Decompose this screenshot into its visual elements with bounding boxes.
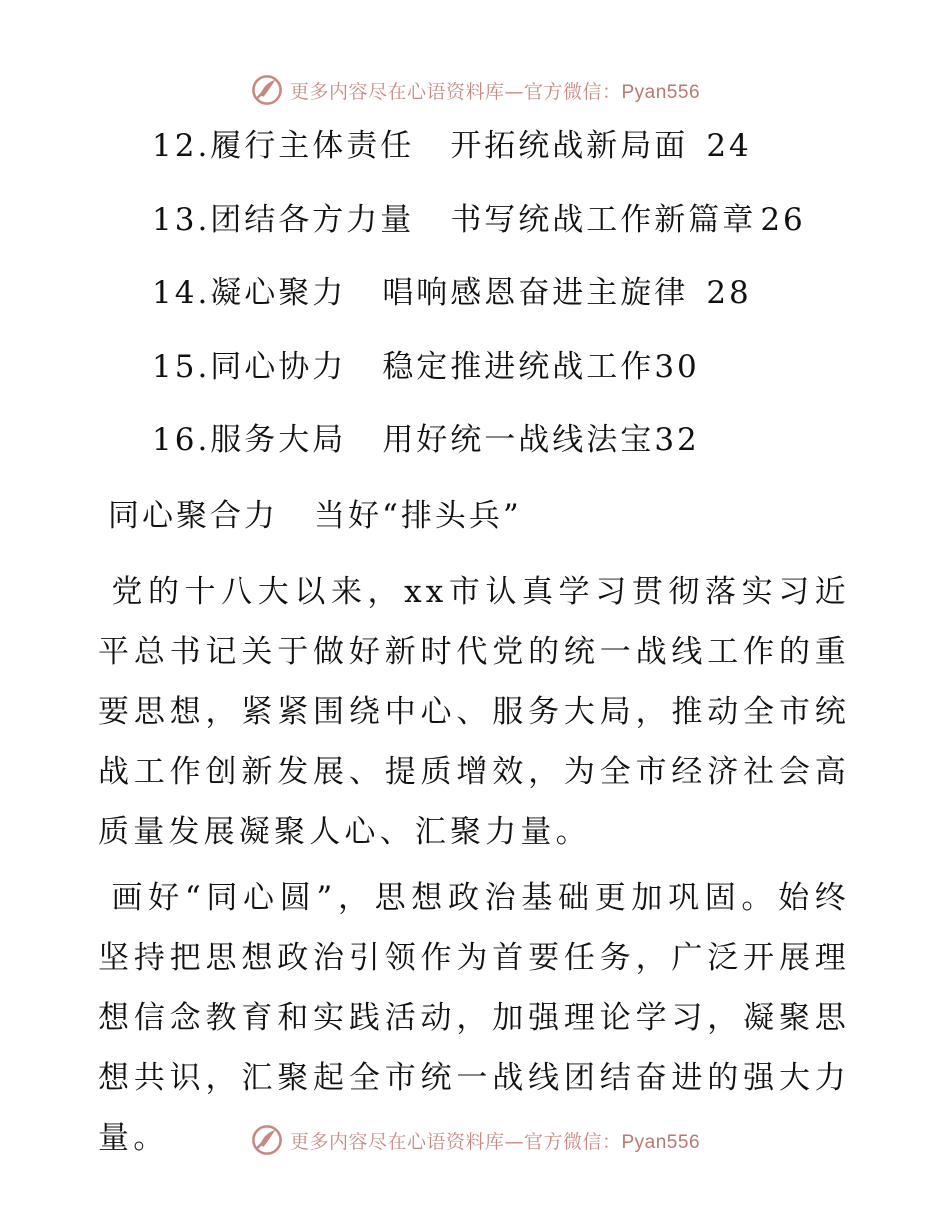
toc-item (152, 343, 872, 417)
toc-item-label: 12.履行主体责任 (152, 128, 415, 164)
toc-item (152, 416, 872, 490)
section-title-part1: 同心聚合力 (108, 498, 278, 534)
toc-item-label: 16.服务大局 (152, 422, 347, 458)
paragraph-text: 画好“同心圆”，思想政治基础更加巩固。始终坚持把思想政治引领作为首要任务，广泛开展理想信念教育和实践活动，加强理论学习，凝聚思想共识，汇聚起全市统一战线团结奋进的强大力量。 (98, 880, 850, 1156)
watermark-wechat-label: 官方微信： (523, 80, 622, 103)
toc-item-subtitle: 用好统一战线法宝 (382, 422, 655, 458)
watermark-wechat-label: 官方微信： (523, 1130, 622, 1153)
brand-logo-icon (250, 1123, 284, 1157)
footer-watermark (0, 1120, 950, 1160)
toc-item-label: 13.团结各方力量 (152, 201, 415, 238)
paragraph-text: 党的十八大以来，xx市认真学习贯彻落实习近平总书记关于做好新时代党的统一战线工作的重要思想，紧紧围绕中心、服务大局，推动全市统战工作创新发展、提质增效，为全市经济社会高质量发展凝聚人心、汇聚力量。 (98, 574, 850, 850)
toc-item-label: 15.同心协力 (152, 348, 347, 385)
toc-item-label: 14.凝心聚力 (152, 275, 347, 311)
section-title-part2: 当好“排头兵” (314, 498, 522, 534)
toc-item-subtitle: 开拓统战新局面 (450, 128, 689, 164)
toc-item (152, 269, 872, 343)
body-paragraph (98, 562, 850, 862)
toc-item-page: 24 (706, 128, 752, 164)
watermark-text (290, 1127, 700, 1154)
watermark-title: 更多内容尽在心语资料库 (289, 1130, 505, 1153)
watermark-inner (250, 1123, 700, 1157)
header-watermark (0, 70, 950, 110)
watermark-wechat-id: Pyan556 (621, 1131, 701, 1153)
toc-item-subtitle: 唱响感恩奋进主旋律 (382, 275, 689, 311)
watermark-separator: — (504, 80, 524, 103)
watermark-title: 更多内容尽在心语资料库 (289, 80, 505, 103)
watermark-wechat-id: Pyan556 (621, 81, 701, 103)
section-title (108, 492, 522, 540)
toc-item-subtitle: 稳定推进统战工作 (382, 348, 655, 385)
watermark-separator: — (504, 1130, 524, 1153)
watermark-inner (250, 73, 700, 107)
toc-item-page: 26 (760, 201, 806, 238)
toc-item (152, 196, 872, 270)
watermark-text (290, 77, 700, 104)
brand-logo-icon (250, 73, 284, 107)
toc-item-subtitle: 书写统战工作新篇章 (450, 201, 757, 238)
toc-item-page: 28 (706, 275, 752, 311)
toc-list (152, 122, 872, 490)
toc-item (152, 122, 872, 196)
toc-item-page: 30 (654, 348, 700, 385)
toc-item-page: 32 (654, 422, 700, 458)
